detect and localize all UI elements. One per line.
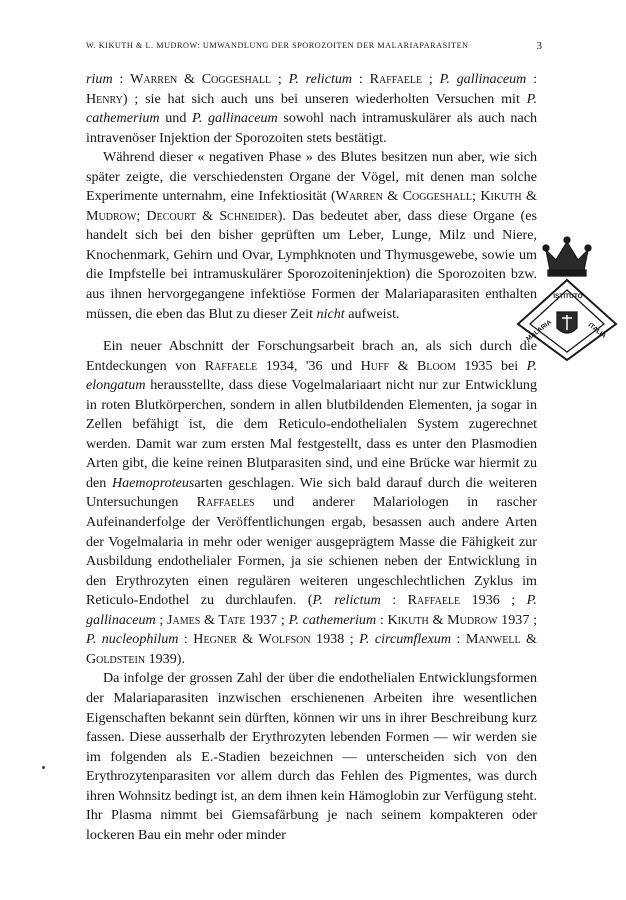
- text-run: :: [376, 611, 388, 628]
- text-run: Während dieser « negativen Phase » des Blutes besitzen nun aber, wie sich später zeigte, die verschiedensten Organe der Vögel, mit denen man solche Experimente unternahm, eine Infektiosität (: [86, 149, 537, 205]
- italic-run: P. gallinaceum: [86, 592, 537, 628]
- author-name: Kikuth & Mudrow: [387, 611, 498, 628]
- author-name: Manwell & Goldstein: [86, 631, 537, 667]
- page-body: [86, 70, 537, 845]
- author-name: Huff & Bloom: [360, 357, 456, 374]
- paragraph: [86, 148, 537, 324]
- margin-mark: [42, 766, 45, 769]
- stamp-text-right: ITALIA: [586, 321, 608, 340]
- author-name: Henry: [86, 90, 123, 107]
- text-run: 1938 ;: [310, 631, 360, 648]
- text-run: ). Das bedeutet aber, dass diese Organe (es handelt sich bei den bisher geprüften um Leber, Lunge, Milz und Niere, Knochenmark, Gehirn und Ovar, Lymphknoten und Thymusgewebe, sowie um die Impfstelle bei intramuskulärer Sporozoiteninjektion) die Sporozoiten bzw. aus ihnen hervorgegangene infektiöse Formen der Malariaparasiten enthalten müssen, die eben das Blut zu dieser Zeit: [86, 207, 537, 322]
- text-run: aufweist.: [344, 305, 400, 322]
- italic-run: P. cathemerium: [288, 611, 377, 628]
- italic-run: rium: [86, 71, 113, 87]
- text-run: Da infolge der grossen Zahl der über die endothelialen Entwicklungsformen der Malariaparasiten inzwischen erschienenen Arbeiten ihre wesentlichen Eigenschaften bekannt sein dürften, können wir uns in ihrer Beschreibung kurz fassen. Diese ausserhalb der Erythrozyten lebenden Formen — wir werden sie im folgenden als E.-Stadien bezeichnen — unterscheiden sich von den Erythrozytenparasiten vor allem durch das Fehlen des Pigmentes, was durch ihren Wohnsitz bedingt ist, an dem ihnen kein Hämoglobin zur Verfügung steht. Ihr Plasma nimmt bei Giemsafärbung je nach seinem kompakteren oder lockeren Bau ein mehr oder minder: [86, 670, 537, 843]
- text-run: und anderer Malariologen in rascher Aufeinanderfolge der Veröffentlichungen ergab, besassen auch andere Arten der Vogelmalaria in mehr oder weniger ausgeprägtem Masse die Fähigkeit zur Ausbildung endothelialer Formen, ja sie schienen neben der Entwicklung in den Erythrozyten einen regulären weiteren ungeschlechtlichen Zyklus im Reticulo-Endothel zu durchlaufen. (: [86, 494, 537, 609]
- text-run: 1935 bei: [455, 357, 527, 374]
- italic-run: P. cathemerium: [86, 90, 537, 127]
- italic-run: P. circumflexum: [359, 631, 452, 648]
- running-header: [86, 41, 542, 50]
- text-run: ;: [472, 188, 481, 205]
- text-run: :: [451, 631, 466, 648]
- stamp-text-top: ISTITUTO: [553, 293, 583, 300]
- text-run: ;: [155, 611, 167, 628]
- italic-run: P. nucleophilum: [86, 631, 179, 648]
- paragraph: [86, 337, 537, 669]
- paragraph: [86, 669, 537, 845]
- page-number: 3: [536, 40, 542, 52]
- paragraph: [86, 70, 537, 148]
- text-run: ) ; sie hat sich auch uns bei unseren wiederholten Versuchen mit: [122, 90, 527, 107]
- text-run: 1937 ;: [245, 611, 289, 628]
- text-run: 1937 ;: [497, 611, 537, 628]
- text-run: herausstellte, dass diese Vogelmalariaart nicht nur zur Entwicklung in roten Blutkörperchen, sondern in allen blutbildenden Elementen, ja sogar in Zellen befähigt ist, die dem Reticulo-endothelialen System zugerechnet werden. Damit war zum ersten Mal festgestellt, dass es unter den Plasmodien Arten gibt, die keine reinen Blutparasiten sind, und eine Brücke war hiermit zu den: [86, 377, 537, 491]
- italic-run: P. gallinaceum: [192, 110, 278, 127]
- library-stamp-icon: [512, 232, 622, 362]
- italic-run: Haemoproteus: [111, 474, 195, 491]
- text-run: :: [112, 71, 131, 87]
- italic-run: P. gallinaceum: [439, 71, 527, 87]
- italic-run: P. elongatum: [86, 357, 537, 394]
- text-run: und: [159, 110, 193, 127]
- text-run: :: [178, 631, 194, 648]
- author-name: James & Tate: [167, 611, 246, 628]
- author-name: Decourt & Schneider: [146, 207, 278, 224]
- text-run: sowohl nach intramuskulärer als auch nach intravenöser Injektion der Sporozoiten stets bestätigt.: [86, 110, 538, 146]
- author-name: Raffaele: [204, 357, 258, 374]
- author-name: Warren & Coggeshall: [130, 71, 272, 87]
- text-run: Ein neuer Abschnitt der Forschungsarbeit brach an, als sich durch die Entdeckungen von: [86, 338, 537, 374]
- author-name: Kikuth & Mudrow: [86, 188, 537, 224]
- stamp-text-left: MALARIA: [525, 318, 554, 343]
- text-run: arten geschlagen. Wie sich bald darauf durch die weiteren Untersuchungen: [86, 474, 537, 511]
- italic-run: P. relictum: [312, 592, 381, 609]
- author-name: Raffaeles: [196, 494, 255, 511]
- author-name: Hegner & Wolfson: [193, 631, 311, 648]
- text-run: :: [526, 71, 537, 87]
- author-name: Warren & Coggeshall: [335, 188, 473, 205]
- text-run: :: [380, 592, 408, 609]
- italic-run: nicht: [316, 305, 345, 322]
- text-run: ;: [271, 71, 289, 87]
- author-name: Raffaele: [407, 592, 461, 609]
- italic-run: P. relictum: [288, 71, 353, 87]
- text-run: :: [352, 71, 370, 87]
- text-run: 1934, '36 und: [257, 357, 361, 374]
- text-run: 1939).: [145, 650, 185, 667]
- text-run: 1936 ;: [460, 592, 527, 609]
- author-name: Raffaele: [369, 71, 423, 87]
- running-title: W. KIKUTH & L. MUDROW: UMWANDLUNG DER SPOROZOITEN DER MALARIAPARASITEN: [86, 41, 469, 50]
- text-run: ;: [136, 207, 147, 224]
- text-run: ;: [422, 71, 440, 87]
